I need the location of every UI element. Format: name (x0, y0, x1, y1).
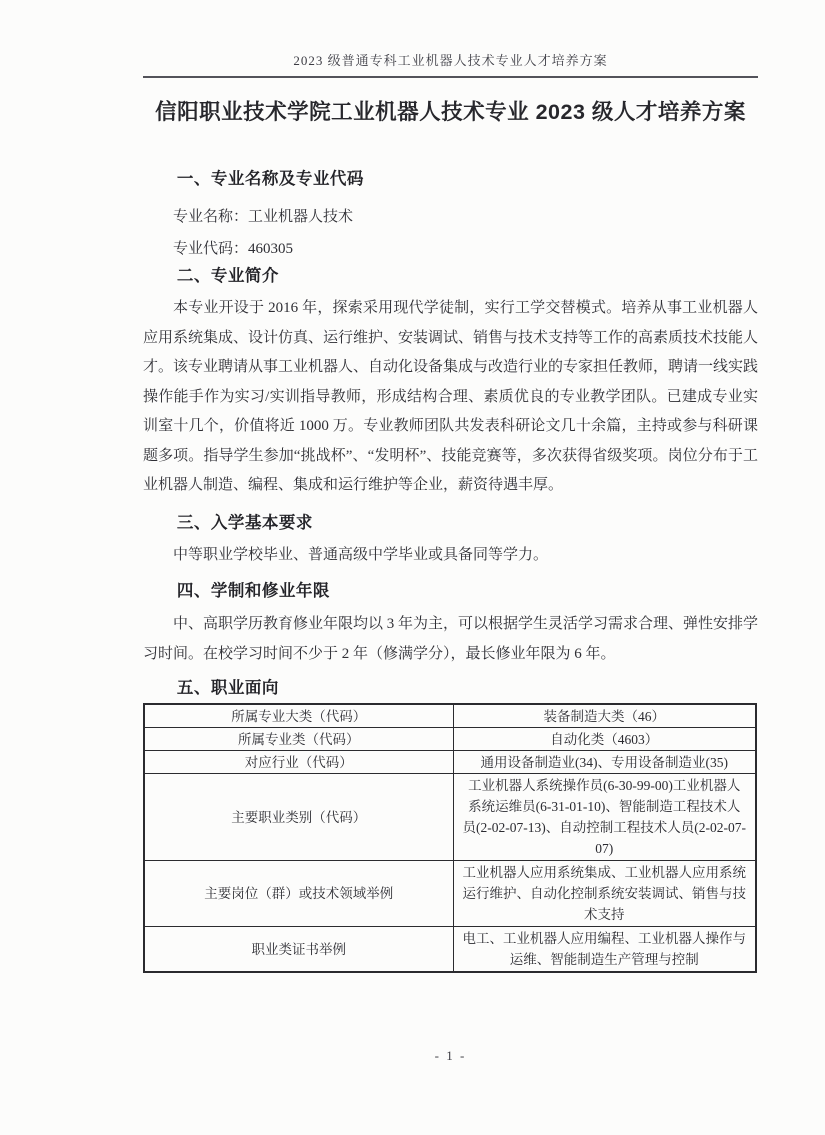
row-value-main-posts: 工业机器人应用系统集成、工业机器人应用系统运行维护、自动化控制系统安装调试、销售与技术支持 (453, 861, 756, 927)
row-value-industry: 通用设备制造业(34)、专用设备制造业(35) (453, 751, 756, 774)
table-row (144, 774, 756, 861)
row-value-occupation-category: 工业机器人系统操作员(6-30-99-00)工业机器人系统运维员(6-31-01-10)、智能制造工程技术人员(2-02-07-13)、自动控制工程技术人员(2-02-07-07) (453, 774, 756, 861)
admission-requirements-paragraph: 中等职业学校毕业、普通高级中学毕业或具备同等学力。 (173, 546, 549, 563)
document-content (143, 0, 758, 973)
row-label-occupation-category: 主要职业类别（代码） (144, 774, 453, 861)
row-value-major-class: 自动化类（4603） (453, 728, 756, 751)
row-value-certificates: 电工、工业机器人应用编程、工业机器人操作与运维、智能制造生产管理与控制 (453, 927, 756, 973)
row-label-main-posts: 主要岗位（群）或技术领域举例 (144, 861, 453, 927)
row-label-certificates: 职业类证书举例 (144, 927, 453, 973)
table-row (144, 704, 756, 728)
major-intro-paragraph: 本专业开设于 2016 年，探索采用现代学徒制，实行工学交替模式。培养从事工业机器人应用系统集成、设计仿真、运行维护、安装调试、销售与技术支持等工作的高素质技术技能人才。该专业聘请从事工业机器人、自动化设备集成与改造行业的专家担任教师，聘请一线实践操作能手作为实习/实训指导教师，形成结构合理、素质优良的专业教学团队。已建成专业实训室十几个，价值将近 1000 万。专业教师团队共发表科研论文几十余篇，主持或参与科研课题多项。指导学生参加“挑战杯”、“发明杯”、技能竞赛等，多次获得省级奖项。岗位分布于工业机器人制造、编程、集成和运行维护等企业，薪资待遇丰厚。 (143, 300, 759, 493)
study-duration-paragraph: 中、高职学历教育修业年限均以 3 年为主，可以根据学生灵活学习需求合理、弹性安排学习时间。在校学习时间不少于 2 年（修满学分），最长修业年限为 6 年。 (143, 616, 759, 662)
table-row (144, 728, 756, 751)
table-row (144, 927, 756, 973)
section-heading-1: 一、专业名称及专业代码 (176, 170, 364, 188)
page-number: - 1 - (434, 1048, 467, 1063)
section-heading-2: 二、专业简介 (176, 267, 279, 285)
row-label-major-category: 所属专业大类（代码） (144, 704, 453, 728)
table-row (144, 861, 756, 927)
row-value-major-category: 装备制造大类（46） (453, 704, 756, 728)
major-code-line: 专业代码：460305 (173, 241, 294, 257)
running-header: 2023 级普通专科工业机器人技术专业人才培养方案 (293, 53, 608, 68)
major-name-line: 专业名称：工业机器人技术 (173, 209, 354, 225)
section-heading-3: 三、入学基本要求 (176, 513, 313, 532)
section-heading-4: 四、学制和修业年限 (176, 582, 330, 600)
row-label-industry: 对应行业（代码） (144, 751, 453, 774)
career-orientation-table (143, 703, 757, 973)
table-row (144, 751, 756, 774)
row-label-major-class: 所属专业类（代码） (144, 728, 453, 751)
header-rule (143, 76, 758, 78)
document-title: 信阳职业技术学院工业机器人技术专业 2023 级人才培养方案 (155, 100, 746, 124)
section-heading-5: 五、职业面向 (176, 679, 279, 697)
